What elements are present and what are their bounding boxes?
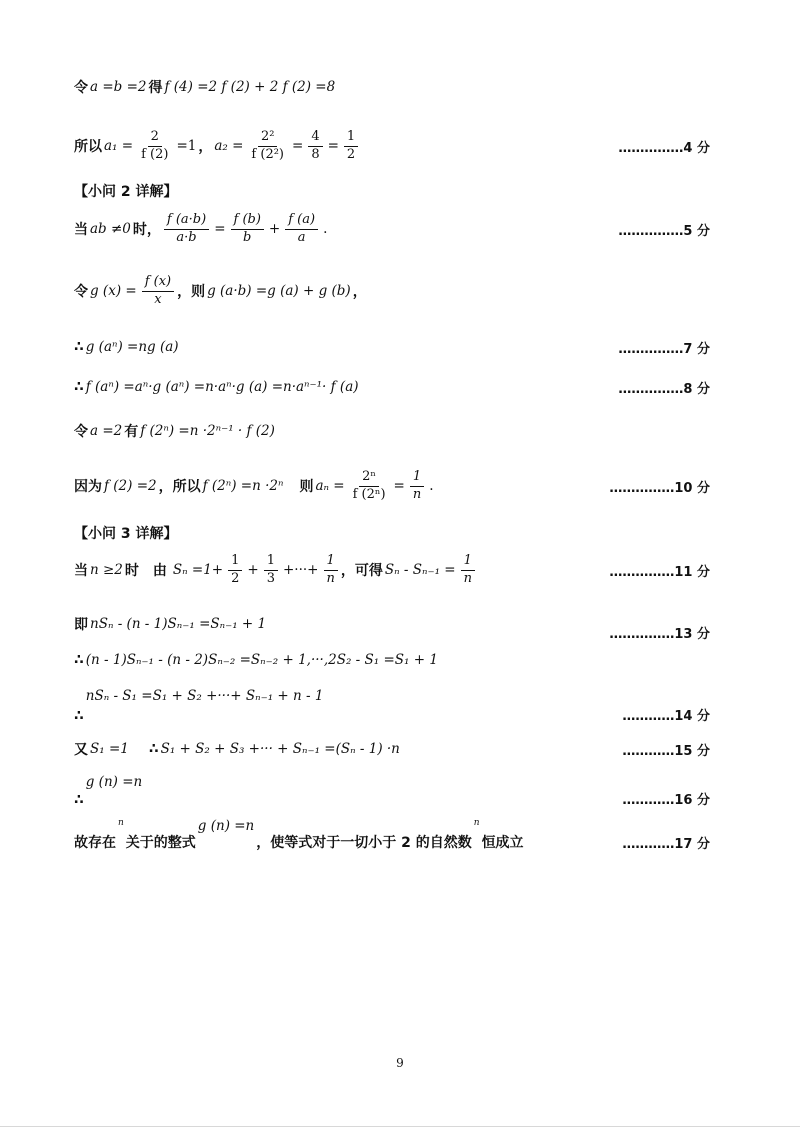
math: f (4) =2 f (2) + 2 f (2) =8 bbox=[164, 79, 336, 95]
text: ， bbox=[352, 284, 367, 300]
solution-line-15 bbox=[74, 818, 710, 852]
text: ， bbox=[198, 139, 213, 155]
numerator: 1 bbox=[410, 470, 424, 487]
score-marker: ……………5 分 bbox=[618, 223, 710, 239]
section-header-part-2 bbox=[74, 180, 710, 202]
text: 时， bbox=[132, 222, 161, 238]
text: 关于的整式 bbox=[125, 835, 196, 851]
text: 得 bbox=[148, 80, 163, 96]
text: 即 bbox=[74, 617, 88, 633]
math: g (aⁿ) =ng (a) bbox=[85, 339, 179, 355]
numerator: 1 bbox=[324, 554, 338, 571]
math: . bbox=[323, 221, 328, 237]
math: Sₙ =1+ bbox=[172, 562, 224, 578]
math: g (a·b) =g (a) + g (b) bbox=[207, 283, 351, 299]
math: +···+ bbox=[283, 562, 319, 578]
denominator: f (2²) bbox=[251, 146, 284, 162]
fraction bbox=[410, 470, 424, 503]
score-marker: ……………13 分 bbox=[609, 627, 710, 642]
text: 因为 bbox=[74, 479, 102, 495]
numerator: 2² bbox=[258, 130, 277, 147]
math: S₁ =1 bbox=[90, 741, 129, 757]
denominator: x bbox=[154, 291, 162, 307]
solution-line-12 bbox=[74, 688, 710, 724]
math: n bbox=[118, 818, 124, 828]
text: ，则 bbox=[177, 284, 206, 300]
solution-line-14 bbox=[74, 774, 710, 808]
denominator: 8 bbox=[311, 146, 320, 162]
solution-line-13 bbox=[74, 734, 710, 764]
math: . bbox=[429, 478, 434, 494]
therefore-symbol: ∴ bbox=[74, 652, 84, 668]
math: f (2ⁿ) =n ·2ⁿ⁻¹ · f (2) bbox=[140, 423, 275, 439]
denominator: n bbox=[463, 570, 472, 586]
fraction bbox=[231, 213, 264, 246]
text: ，可得 bbox=[340, 563, 383, 579]
score-marker: ……………11 分 bbox=[609, 564, 710, 580]
solution-line-2 bbox=[74, 124, 710, 168]
math: + bbox=[247, 562, 259, 578]
score-marker: …………16 分 bbox=[622, 793, 710, 808]
numerator: 1 bbox=[228, 554, 242, 571]
page-bottom-rule bbox=[0, 1126, 800, 1127]
solution-line-1 bbox=[74, 72, 710, 102]
math: S₁ + S₂ + S₃ +··· + Sₙ₋₁ =(Sₙ - 1) ·n bbox=[160, 741, 400, 757]
math: n ≥2 bbox=[90, 562, 123, 578]
solution-line-5 bbox=[74, 332, 710, 362]
math: a₂ = bbox=[214, 138, 244, 154]
text: 所以 bbox=[74, 139, 102, 155]
denominator: 2 bbox=[231, 570, 240, 586]
text: 令 bbox=[74, 80, 88, 96]
denominator: 2 bbox=[346, 146, 356, 162]
math: Sₙ - Sₙ₋₁ = bbox=[384, 562, 456, 578]
math: n bbox=[473, 818, 480, 828]
text: 令 bbox=[74, 424, 88, 440]
text: 故存在 bbox=[74, 835, 116, 851]
score-marker: ……………4 分 bbox=[618, 140, 710, 156]
score-marker: ……………8 分 bbox=[618, 381, 710, 397]
text: 恒成立 bbox=[481, 835, 524, 851]
fraction bbox=[164, 213, 209, 246]
numerator: f (a·b) bbox=[164, 213, 209, 230]
score-marker: …………14 分 bbox=[622, 709, 710, 724]
math: =1 bbox=[176, 138, 197, 154]
denominator: f (2ⁿ) bbox=[352, 486, 386, 502]
math: g (x) = bbox=[90, 283, 137, 299]
fraction bbox=[228, 554, 242, 587]
denominator: 3 bbox=[266, 570, 275, 586]
text: ，所以 bbox=[158, 479, 201, 495]
fraction bbox=[264, 554, 278, 587]
solution-line-4 bbox=[74, 268, 710, 314]
section-title: 【小问 3 详解】 bbox=[74, 526, 178, 542]
text: 时 由 bbox=[124, 563, 167, 579]
text: 当 bbox=[74, 563, 88, 579]
solution-line-3 bbox=[74, 206, 710, 252]
solution-line-9 bbox=[74, 546, 710, 594]
math: + bbox=[268, 221, 281, 237]
math: g (n) =n bbox=[85, 774, 143, 790]
therefore-symbol: ∴ bbox=[74, 792, 84, 808]
therefore-symbol: ∴ bbox=[148, 741, 159, 757]
math: = bbox=[327, 138, 339, 154]
page-number: 9 bbox=[396, 1056, 404, 1070]
numerator: f (b) bbox=[231, 213, 264, 230]
math: = bbox=[393, 478, 405, 494]
fraction bbox=[142, 275, 174, 308]
section-header-part-3 bbox=[74, 522, 710, 544]
numerator: f (x) bbox=[142, 275, 174, 292]
fraction bbox=[138, 130, 171, 163]
denominator: b bbox=[243, 229, 252, 245]
score-marker: …………15 分 bbox=[622, 743, 710, 759]
fraction bbox=[248, 130, 287, 163]
math: ab ≠0 bbox=[90, 221, 131, 237]
numerator: 2 bbox=[148, 130, 162, 147]
therefore-symbol: ∴ bbox=[74, 339, 84, 355]
numerator: 2ⁿ bbox=[359, 470, 379, 487]
math: nSₙ - (n - 1)Sₙ₋₁ =Sₙ₋₁ + 1 bbox=[90, 616, 267, 632]
math: a =2 bbox=[90, 423, 123, 439]
numerator: 1 bbox=[264, 554, 278, 571]
numerator: 1 bbox=[461, 554, 475, 571]
math: aₙ = bbox=[315, 478, 345, 494]
text: 又 bbox=[74, 742, 88, 758]
text: 则 bbox=[299, 479, 314, 495]
text: 当 bbox=[74, 222, 88, 238]
math: (n - 1)Sₙ₋₁ - (n - 2)Sₙ₋₂ =Sₙ₋₂ + 1,···,2S₂ - S₁ =S₁ + 1 bbox=[85, 652, 438, 668]
denominator: a·b bbox=[176, 229, 197, 245]
score-marker: …………17 分 bbox=[622, 837, 710, 852]
numerator: f (a) bbox=[285, 213, 318, 230]
denominator: n bbox=[412, 486, 422, 502]
denominator: a bbox=[297, 229, 306, 245]
therefore-symbol: ∴ bbox=[74, 379, 84, 395]
solution-line-10 bbox=[74, 606, 710, 642]
fraction bbox=[308, 130, 322, 163]
therefore-symbol: ∴ bbox=[74, 708, 84, 724]
text: ，使等式对于一切小于 2 的自然数 bbox=[256, 835, 472, 851]
section-title: 【小问 2 详解】 bbox=[74, 184, 178, 200]
math: a₁ = bbox=[104, 138, 134, 154]
math: nSₙ - S₁ =S₁ + S₂ +···+ Sₙ₋₁ + n - 1 bbox=[85, 688, 324, 704]
solution-line-8 bbox=[74, 462, 710, 510]
math: f (aⁿ) =aⁿ·g (aⁿ) =n·aⁿ·g (a) =n·aⁿ⁻¹· f (a) bbox=[85, 379, 359, 395]
fraction bbox=[461, 554, 475, 587]
fraction bbox=[344, 130, 358, 163]
numerator: 1 bbox=[344, 130, 358, 147]
fraction bbox=[350, 470, 389, 503]
math: g (n) =n bbox=[197, 818, 255, 834]
denominator: n bbox=[326, 570, 335, 586]
text: 有 bbox=[124, 424, 139, 440]
numerator: 4 bbox=[308, 130, 322, 147]
score-marker: ……………10 分 bbox=[609, 480, 710, 496]
denominator: f (2) bbox=[141, 146, 169, 162]
solution-line-6 bbox=[74, 372, 710, 402]
math: = bbox=[292, 138, 304, 154]
fraction bbox=[285, 213, 318, 246]
text: 令 bbox=[74, 284, 88, 300]
score-marker: ……………7 分 bbox=[618, 341, 710, 357]
math: f (2ⁿ) =n ·2ⁿ bbox=[202, 478, 284, 494]
math: a =b =2 bbox=[90, 79, 147, 95]
math: f (2) =2 bbox=[104, 478, 157, 494]
solution-line-11 bbox=[74, 646, 710, 674]
solution-line-7 bbox=[74, 416, 710, 446]
math: = bbox=[214, 221, 226, 237]
fraction bbox=[324, 554, 338, 587]
